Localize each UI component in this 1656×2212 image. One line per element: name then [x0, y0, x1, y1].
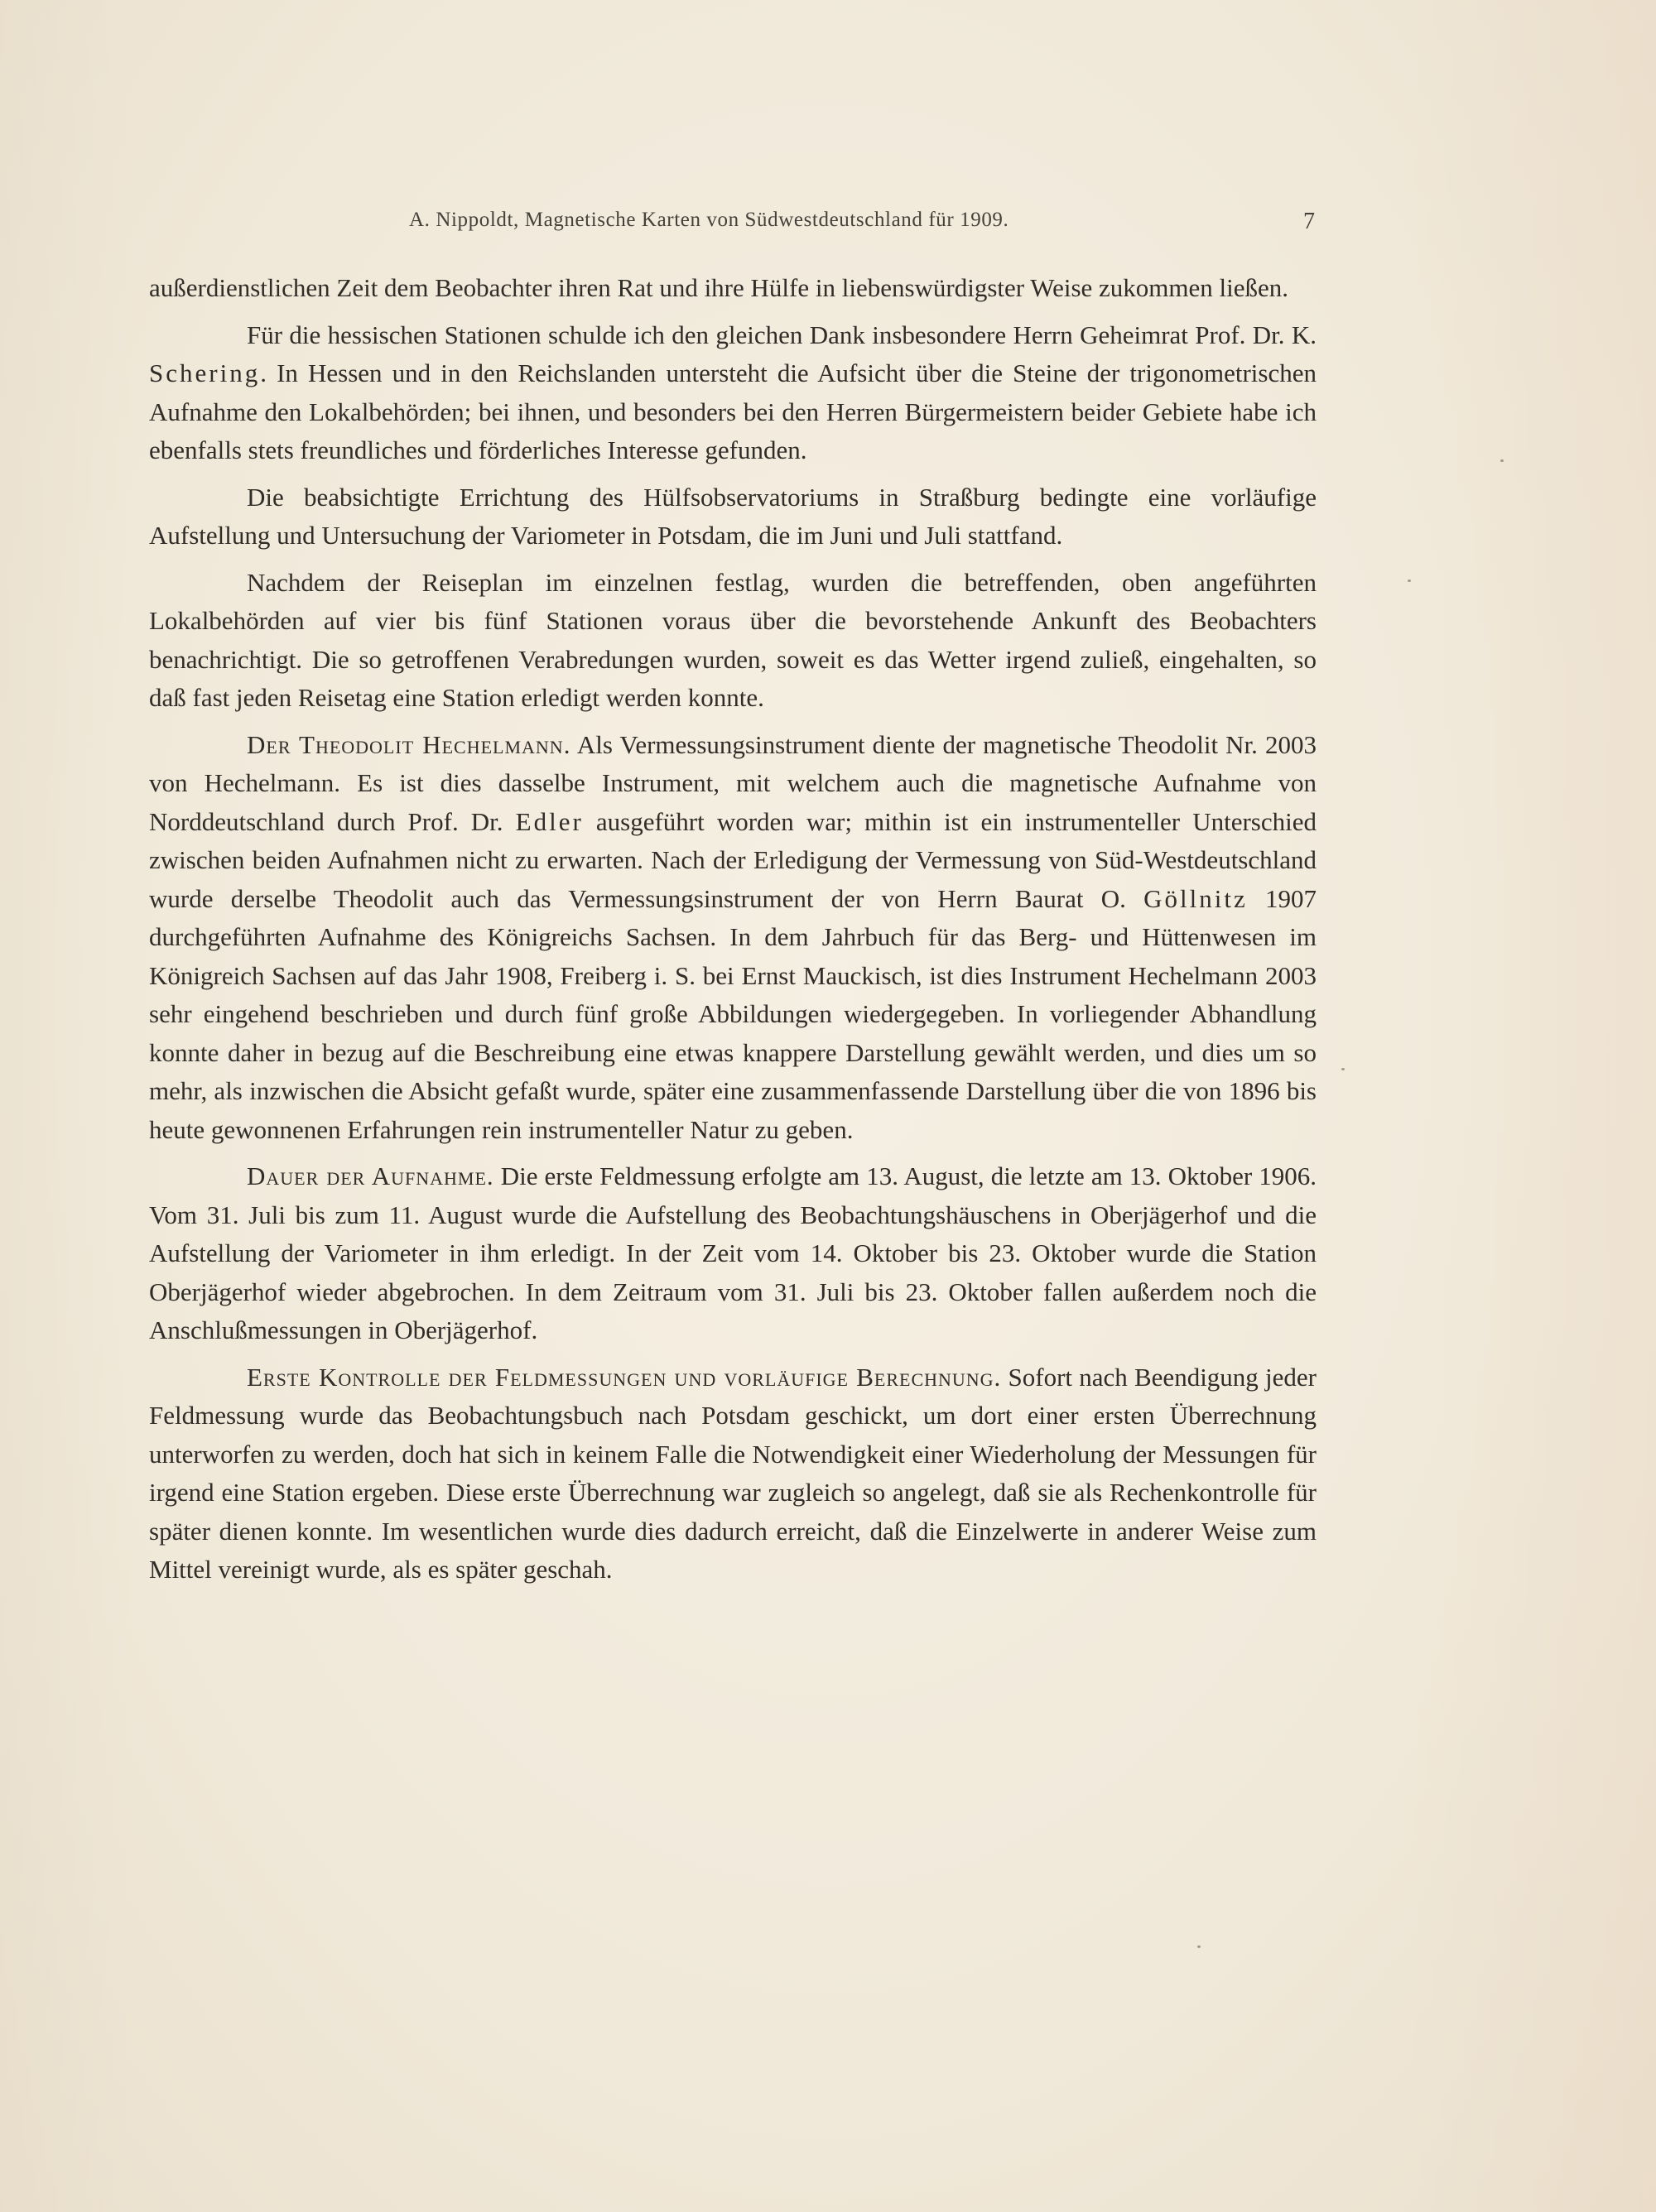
person-name-edler: Edler	[515, 806, 584, 836]
paragraph-5-text-c: 1907 durchgeführten Aufnahme des Königreichs Sachsen. In dem Jahrbuch für das Berg- und Hüttenwesen im Königreich Sachsen auf das Jahr 1908, Freiberg i. S. bei Ernst Mauckisch, ist dies Instrument Hechelmann 2003 sehr eingehend beschrieben und durch fünf große Abbildungen wiedergegeben. In vorliegender Abhandlung konnte daher in bezug auf die Beschreibung eine etwas knappere Darstellung gewählt werden, und dies um so mehr, als inzwischen die Absicht gefaßt wurde, später eine zusammenfassende Darstellung über die von 1896 bis heute gewonnenen Erfahrungen rein instrumenteller Natur zu geben.	[149, 883, 1317, 1144]
section-heading-theodolit: Der Theodolit Hechelmann.	[247, 729, 571, 759]
paper-speck	[1408, 579, 1411, 582]
page-header	[149, 209, 1325, 242]
running-head: A. Nippoldt, Magnetische Karten von Südwestdeutschland für 1909.	[409, 209, 1009, 231]
body-text	[149, 269, 1317, 1598]
paragraph-1-text: außerdienstlichen Zeit dem Beobachter ihren Rat und ihre Hülfe in liebenswürdigster Weise zukommen ließen.	[149, 273, 1289, 302]
paragraph-2	[149, 316, 1317, 470]
paragraph-3-text: Die beabsichtigte Errichtung des Hülfsobservatoriums in Straßburg bedingte eine vorläufige Aufstellung und Untersuchung der Variometer in Potsdam, die im Juni und Juli stattfand.	[149, 482, 1317, 550]
paragraph-5-text-b: ausgeführt worden war; mithin ist ein instrumenteller Unterschied zwischen beiden Aufnahmen nicht zu erwarten. Nach der Erledigung der Vermessung von Süd-Westdeutschland wurde derselbe Theodolit auch das Vermessungsinstrument der von Herrn Baurat O.	[149, 806, 1317, 913]
paragraph-5-text-a: Als Vermessungsinstrument diente der magnetische Theodolit Nr. 2003 von Hechelmann. Es ist dies dasselbe Instrument, mit welchem auch die magnetische Aufnahme von Norddeutschland durch Prof. Dr.	[149, 729, 1317, 836]
paragraph-1	[149, 269, 1317, 308]
paper-speck	[1197, 1945, 1201, 1948]
paragraph-4-text: Nachdem der Reiseplan im einzelnen festlag, wurden die betreffenden, oben angeführten Lokalbehörden auf vier bis fünf Stationen voraus über die bevorstehende Ankunft des Beobachters benachrichtigt. Die so getroffenen Verabredungen wurden, soweit es das Wetter irgend zuließ, eingehalten, so daß fast jeden Reisetag eine Station erledigt werden konnte.	[149, 567, 1317, 712]
section-heading-dauer: Dauer der Aufnahme.	[247, 1161, 494, 1190]
paper-speck	[1500, 459, 1504, 462]
paragraph-5	[149, 726, 1317, 1150]
person-name-goellnitz: Göllnitz	[1143, 883, 1248, 913]
section-heading-kontrolle: Erste Kontrolle der Feldmessungen und vorläufige Berechnung.	[247, 1362, 1002, 1392]
person-name-schering: Schering	[149, 358, 261, 387]
page-number: 7	[1303, 209, 1315, 234]
paragraph-2-text-a: Für die hessischen Stationen schulde ich den gleichen Dank insbesondere Herrn Geheimrat Prof. Dr. K.	[247, 320, 1317, 349]
paragraph-7-text: Sofort nach Beendigung jeder Feldmessung wurde das Beobachtungsbuch nach Potsdam geschickt, um dort einer ersten Überrechnung unterworfen zu werden, doch hat sich in keinem Falle die Notwendigkeit einer Wiederholung der Messungen für irgend eine Station ergeben. Diese erste Überrechnung war zugleich so angelegt, daß sie als Rechenkontrolle für später dienen konnte. Im wesentlichen wurde dies dadurch erreicht, daß die Einzelwerte in anderer Weise zum Mittel vereinigt wurde, als es später geschah.	[149, 1362, 1317, 1584]
paper-speck	[1341, 1068, 1345, 1070]
paragraph-4	[149, 564, 1317, 718]
paragraph-3	[149, 478, 1317, 555]
paragraph-6	[149, 1157, 1317, 1350]
paragraph-7	[149, 1358, 1317, 1589]
paragraph-6-text: Die erste Feldmessung erfolgte am 13. August, die letzte am 13. Oktober 1906. Vom 31. Juli bis zum 11. August wurde die Aufstellung des Beobachtungshäuschens in Oberjägerhof und die Aufstellung der Variometer in ihm erledigt. In der Zeit vom 14. Oktober bis 23. Oktober wurde die Station Oberjägerhof wieder abgebrochen. In dem Zeitraum vom 31. Juli bis 23. Oktober fallen außerdem noch die Anschlußmessungen in Oberjägerhof.	[149, 1161, 1317, 1344]
paragraph-2-text-b: . In Hessen und in den Reichslanden untersteht die Aufsicht über die Steine der trigonometrischen Aufnahme den Lokalbehörden; bei ihnen, und besonders bei den Herren Bürgermeistern beider Gebiete habe ich ebenfalls stets freundliches und förderliches Interesse gefunden.	[149, 358, 1317, 464]
